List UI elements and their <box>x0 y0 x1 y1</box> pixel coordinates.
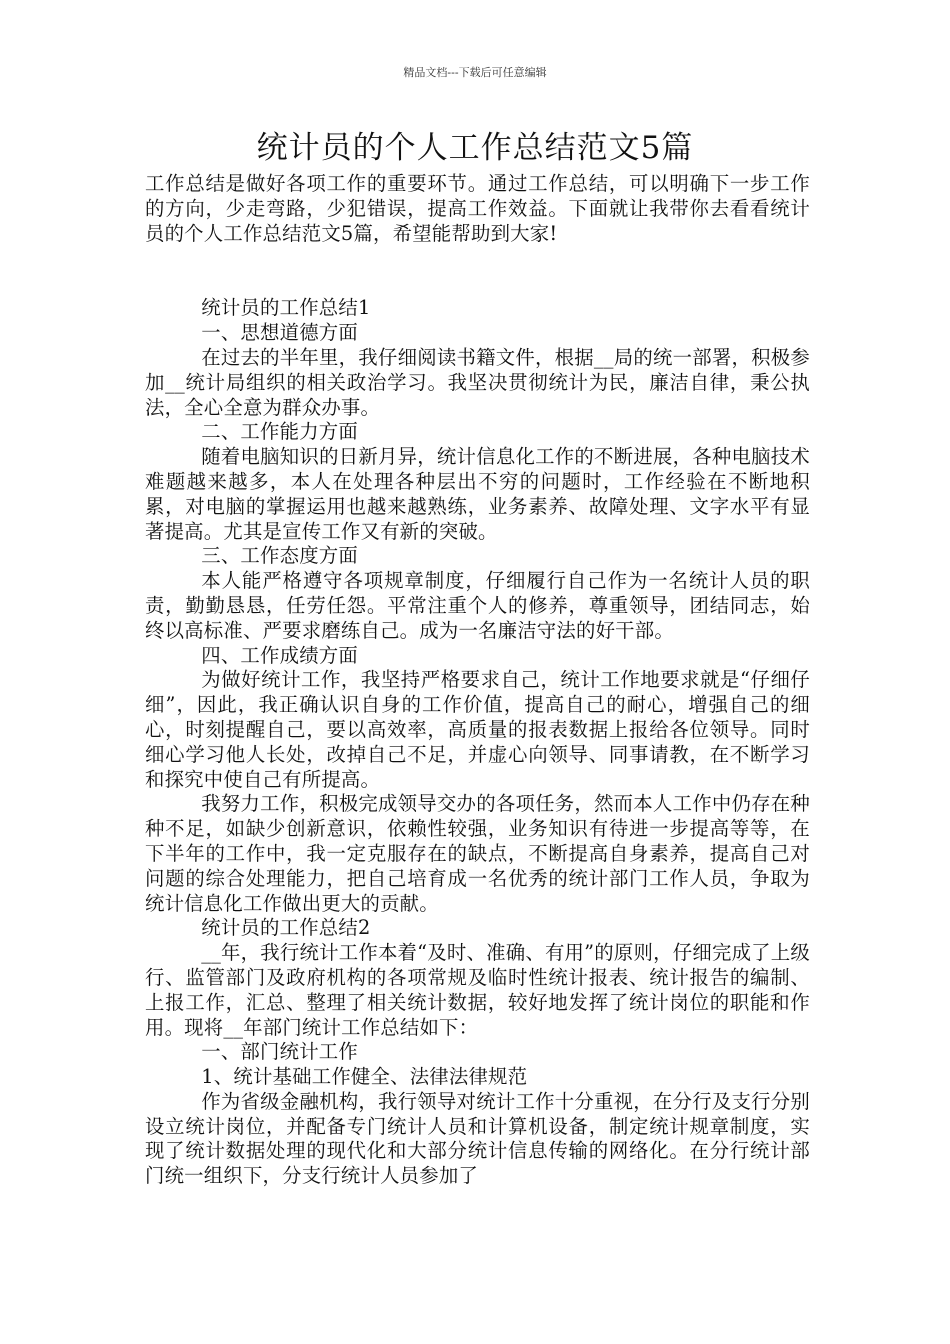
paragraph-annual-overview: __年，我行统计工作本着“及时、准确、有用”的原则，仔细完成了上级行、监管部门及政府机构的各项常规及临时性统计报表、统计报告的编制、上报工作，汇总、整理了相关统计数据，较好地发挥了统计岗位的职能和作用。现将__年部门统计工作总结如下： <box>145 941 810 1039</box>
header-note: 精品文档---下载后可任意编辑 <box>403 66 547 79</box>
subheading-achievements: 四、工作成绩方面 <box>201 643 358 667</box>
subheading-basic-work: 1、统计基础工作健全、法律法律规范 <box>201 1065 528 1089</box>
paragraph-ability: 随着电脑知识的日新月异，统计信息化工作的不断进展，各种电脑技术难题越来越多，本人在处理各种层出不穷的问题时，工作经验在不断地积累，对电脑的掌握运用也越来越熟练，业务素养、故障处理、文字水平有显著提高。尤其是宣传工作又有新的突破。 <box>145 445 810 543</box>
subheading-ideology: 一、思想道德方面 <box>201 321 358 345</box>
paragraph-achievements: 为做好统计工作，我坚持严格要求自己，统计工作地要求就是“仔细仔细”，因此，我正确认识自身的工作价值，提高自己的耐心，增强自己的细心，时刻提醒自己，要以高效率，高质量的报表数据上报给各位领导。同时细心学习他人长处，改掉自己不足，并虚心向领导、同事请教，在不断学习和探究中使自己有所提高。 <box>145 668 810 791</box>
section-heading-summary-1: 统计员的工作总结1 <box>201 296 371 320</box>
section-heading-summary-2: 统计员的工作总结2 <box>201 916 371 940</box>
paragraph-shortcomings: 我努力工作，积极完成领导交办的各项任务，然而本人工作中仍存在种种不足，如缺少创新意识，依赖性较强，业务知识有待进一步提高等等，在下半年的工作中，我一定克服存在的缺点，不断提高自身素养，提高自己对问题的综合处理能力，把自己培育成一名优秀的统计部门工作人员，争取为统计信息化工作做出更大的贡献。 <box>145 792 810 915</box>
subheading-department-stats: 一、部门统计工作 <box>201 1040 358 1064</box>
intro-paragraph: 工作总结是做好各项工作的重要环节。通过工作总结，可以明确下一步工作的方向，少走弯路，少犯错误，提高工作效益。下面就让我带你去看看统计员的个人工作总结范文5篇，希望能帮助到大家! <box>145 172 810 245</box>
paragraph-ideology: 在过去的半年里，我仔细阅读书籍文件，根据__局的统一部署，积极参加__统计局组织的相关政治学习。我坚决贯彻统计为民，廉洁自律，秉公执法，全心全意为群众办事。 <box>145 345 810 419</box>
document-body <box>145 172 810 1189</box>
subheading-attitude: 三、工作态度方面 <box>201 544 358 568</box>
paragraph-basic-work: 作为省级金融机构，我行领导对统计工作十分重视，在分行及支行分别设立统计岗位，并配备专门统计人员和计算机设备，制定统计规章制度，实现了统计数据处理的现代化和大部分统计信息传输的网络化。在分行统计部门统一组织下，分支行统计人员参加了 <box>145 1089 810 1188</box>
subheading-ability: 二、工作能力方面 <box>201 420 358 444</box>
paragraph-attitude: 本人能严格遵守各项规章制度，仔细履行自己作为一名统计人员的职责，勤勤恳恳，任劳任怨。平常注重个人的修养，尊重领导，团结同志，始终以高标准、严要求磨练自己。成为一名廉洁守法的好干部。 <box>145 569 810 642</box>
document-title: 统计员的个人工作总结范文5篇 <box>256 130 694 166</box>
